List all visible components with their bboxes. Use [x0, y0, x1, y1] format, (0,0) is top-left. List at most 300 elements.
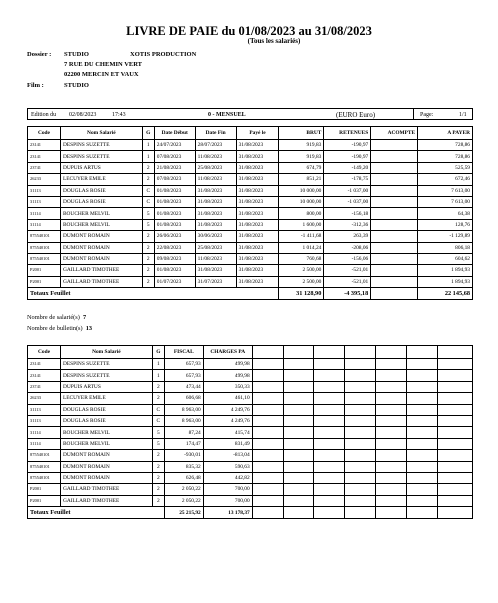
cell-empty: [314, 370, 345, 381]
currency: (EURO Euro): [336, 110, 376, 119]
cell-fiscal: 8 963,00: [164, 404, 203, 415]
cell-code: P2001: [28, 495, 61, 506]
cell-code: 31113: [28, 196, 61, 207]
cell-code: 31114: [28, 438, 61, 449]
table-row: [28, 484, 473, 495]
cell-start-date: 21/08/2023: [154, 162, 195, 173]
header-empty: [438, 346, 473, 359]
totals-label: Totaux Feuillet: [28, 288, 279, 300]
cell-empty: [283, 461, 314, 472]
cell-empty: [314, 484, 345, 495]
cell-brut: 674,79: [279, 162, 324, 173]
bulletin-count-label: Nombre de bulletin(s): [27, 325, 83, 332]
table-row: [28, 265, 473, 276]
cell-end-date: 31/08/2023: [195, 219, 236, 230]
table-row: [28, 393, 473, 404]
cell-paid-date: 31/08/2023: [236, 253, 279, 264]
cell-end-date: 31/08/2023: [195, 208, 236, 219]
table-row: [28, 438, 473, 449]
table-row: [28, 174, 473, 185]
cell-empty: [283, 393, 314, 404]
cell-employee-name: GAILLARD TIMOTHEE: [60, 484, 152, 495]
cell-empty: [438, 461, 473, 472]
cell-empty: [345, 381, 376, 392]
cell-empty: [252, 438, 283, 449]
cell-end-date: 30/06/2023: [195, 231, 236, 242]
cell-empty: [376, 472, 407, 483]
cell-empty: [407, 461, 438, 472]
cell-a-payer: 1 894,93: [418, 265, 473, 276]
cell-empty: [345, 484, 376, 495]
cell-group: C: [152, 404, 164, 415]
cell-employee-name: LECUYER EMILE: [60, 174, 142, 185]
cell-a-payer: 1 894,93: [418, 276, 473, 287]
table-row: [28, 242, 473, 253]
cell-retenues: -208,06: [324, 242, 371, 253]
table-row: [28, 185, 473, 196]
cell-paid-date: 31/08/2023: [236, 231, 279, 242]
cell-paid-date: 31/08/2023: [236, 208, 279, 219]
cell-brut: 760,68: [279, 253, 324, 264]
cell-empty: [283, 472, 314, 483]
cell-employee-name: DESPINS SUZETTE: [60, 151, 142, 162]
cell-empty: [283, 381, 314, 392]
header-empty: [283, 346, 314, 359]
cell-fiscal: 835,32: [164, 461, 203, 472]
page-label: Page:: [420, 112, 434, 118]
header-empty: [252, 346, 283, 359]
table-row: [28, 151, 473, 162]
cell-empty: [407, 404, 438, 415]
cell-empty: [345, 393, 376, 404]
cell-paid-date: 31/08/2023: [236, 174, 279, 185]
cell-employee-name: DUMONT ROMAIN: [60, 450, 152, 461]
cell-start-date: 01/07/2023: [154, 276, 195, 287]
cell-start-date: 01/08/2023: [154, 196, 195, 207]
cell-empty: [407, 472, 438, 483]
cell-employee-name: DUMONT ROMAIN: [60, 461, 152, 472]
cell-start-date: 24/07/2023: [154, 140, 195, 151]
table-row: [28, 276, 473, 287]
cell-empty: [438, 404, 473, 415]
cell-empty: [407, 438, 438, 449]
employee-count-label: Nombre de salarié(s): [27, 314, 80, 321]
cell-code: 875540101: [28, 242, 61, 253]
cell-fiscal: -930,01: [164, 450, 203, 461]
cell-empty: [283, 427, 314, 438]
header-code: Code: [28, 346, 61, 359]
bulletin-count-value: 13: [85, 325, 93, 332]
cell-empty: [438, 370, 473, 381]
cell-retenues: -521,01: [324, 276, 371, 287]
table-row: [28, 219, 473, 230]
cell-acompte: [371, 208, 418, 219]
cell-acompte: [371, 151, 418, 162]
cell-employee-name: DOUGLAS ROSIE: [60, 185, 142, 196]
cell-group: 1: [152, 370, 164, 381]
cell-group: C: [142, 185, 154, 196]
cell-employee-name: BOUCHER MELVIL: [60, 208, 142, 219]
table-row: [28, 370, 473, 381]
cell-retenues: -156,06: [324, 253, 371, 264]
cell-paid-date: 31/08/2023: [236, 140, 279, 151]
cell-empty: [438, 450, 473, 461]
cell-start-date: 01/08/2023: [154, 265, 195, 276]
film-label: Film :: [27, 82, 44, 89]
cell-empty: [314, 495, 345, 506]
cell-charges-pa: 442,82: [203, 472, 252, 483]
cell-empty: [407, 427, 438, 438]
total-retenues: -4 395,18: [324, 288, 371, 300]
cell-brut: -1 411,68: [279, 231, 324, 242]
cell-code: 875540101: [28, 461, 61, 472]
cell-empty: [283, 450, 314, 461]
table-row: [28, 415, 473, 426]
cell-empty: [438, 438, 473, 449]
cell-group: 1: [142, 140, 154, 151]
cell-group: 2: [142, 174, 154, 185]
cell-brut: 800,00: [279, 208, 324, 219]
cell-employee-name: GAILLARD TIMOTHEE: [60, 265, 142, 276]
cell-empty: [407, 415, 438, 426]
cell-acompte: [371, 253, 418, 264]
cell-code: 23741: [28, 162, 61, 173]
cell-group: 2: [142, 162, 154, 173]
cell-retenues: -312,36: [324, 219, 371, 230]
cell-code: 31113: [28, 185, 61, 196]
cell-empty: [345, 415, 376, 426]
cell-empty: [314, 381, 345, 392]
header-a-payer: A PAYER: [418, 127, 473, 140]
cell-empty: [252, 450, 283, 461]
cell-end-date: 31/08/2023: [195, 196, 236, 207]
cell-charges-pa: 831,49: [203, 438, 252, 449]
header-code: Code: [28, 127, 61, 140]
cell-code: 31114: [28, 427, 61, 438]
cell-employee-name: DUPUIS ARTUS: [60, 162, 142, 173]
cell-end-date: 11/08/2023: [195, 174, 236, 185]
cell-empty: [376, 450, 407, 461]
cell-employee-name: BOUCHER MELVIL: [60, 438, 152, 449]
cell-empty: [438, 393, 473, 404]
cell-group: 5: [152, 427, 164, 438]
table-row: [28, 450, 473, 461]
table-row: [28, 162, 473, 173]
cell-empty: [314, 450, 345, 461]
cell-empty: [314, 461, 345, 472]
cell-employee-name: DOUGLAS ROSIE: [60, 415, 152, 426]
cell-empty: [376, 370, 407, 381]
dossier-label: Dossier :: [27, 51, 52, 58]
cell-empty: [345, 472, 376, 483]
cell-empty: [376, 359, 407, 370]
cell-charges-pa: 590,63: [203, 461, 252, 472]
cell-code: P2001: [28, 276, 61, 287]
total-fiscal: 25 215,92: [164, 507, 203, 519]
cell-group: 2: [152, 393, 164, 404]
header-acompte: ACOMPTE: [371, 127, 418, 140]
cell-start-date: 01/08/2023: [154, 185, 195, 196]
cell-group: 5: [142, 219, 154, 230]
header-fiscal: FISCAL: [164, 346, 203, 359]
table-row: [28, 140, 473, 151]
charges-table: [27, 345, 473, 519]
cell-a-payer: 7 613,00: [418, 196, 473, 207]
totals-label: Totaux Feuillet: [28, 507, 165, 519]
cell-fiscal: 606,68: [164, 393, 203, 404]
cell-start-date: 09/08/2023: [154, 253, 195, 264]
cell-code: 26233: [28, 393, 61, 404]
cell-group: 2: [152, 381, 164, 392]
cell-a-payer: 525,59: [418, 162, 473, 173]
total-charges: 13 178,37: [203, 507, 252, 519]
cell-charges-pa: -813,04: [203, 450, 252, 461]
cell-employee-name: DESPINS SUZETTE: [60, 359, 152, 370]
cell-employee-name: DUPUIS ARTUS: [60, 381, 152, 392]
cell-paid-date: 31/08/2023: [236, 276, 279, 287]
cell-group: 1: [142, 151, 154, 162]
cell-empty: [407, 393, 438, 404]
cell-a-payer: 128,76: [418, 219, 473, 230]
cell-empty: [283, 495, 314, 506]
cell-acompte: [371, 231, 418, 242]
cell-code: 875540101: [28, 231, 61, 242]
cell-brut: 851,21: [279, 174, 324, 185]
header-empty: [376, 346, 407, 359]
cell-start-date: 26/06/2023: [154, 231, 195, 242]
cell-paid-date: 31/08/2023: [236, 219, 279, 230]
cell-empty: [345, 370, 376, 381]
cell-code: 31113: [28, 404, 61, 415]
cell-start-date: 01/08/2023: [154, 219, 195, 230]
cell-employee-name: BOUCHER MELVIL: [60, 219, 142, 230]
table-row: [28, 196, 473, 207]
employee-count-value: 7: [82, 314, 87, 321]
cell-code: 31114: [28, 208, 61, 219]
cell-empty: [252, 495, 283, 506]
cell-empty: [252, 404, 283, 415]
payroll-table: [27, 126, 473, 300]
cell-employee-name: DOUGLAS ROSIE: [60, 196, 142, 207]
cell-employee-name: BOUCHER MELVIL: [60, 427, 152, 438]
cell-employee-name: LECUYER EMILE: [60, 393, 152, 404]
cell-group: 2: [152, 450, 164, 461]
cell-fiscal: 8 963,00: [164, 415, 203, 426]
cell-code: 23141: [28, 151, 61, 162]
cell-empty: [376, 461, 407, 472]
cell-acompte: [371, 185, 418, 196]
cell-empty: [376, 427, 407, 438]
cell-empty: [438, 484, 473, 495]
cell-empty: [314, 427, 345, 438]
table-row: [28, 253, 473, 264]
cell-empty: [314, 359, 345, 370]
cell-empty: [345, 359, 376, 370]
cell-empty: [345, 495, 376, 506]
cell-retenues: -190,97: [324, 151, 371, 162]
cell-fiscal: 2 050,22: [164, 495, 203, 506]
cell-start-date: 07/08/2023: [154, 151, 195, 162]
cell-empty: [438, 415, 473, 426]
cell-acompte: [371, 219, 418, 230]
cell-fiscal: 174,47: [164, 438, 203, 449]
cell-empty: [376, 393, 407, 404]
table-row: [28, 472, 473, 483]
cell-empty: [376, 415, 407, 426]
page-title: LIVRE DE PAIE du 01/08/2023 au 31/08/2023: [126, 24, 372, 38]
cell-empty: [314, 438, 345, 449]
cell-empty: [407, 370, 438, 381]
cell-brut: 10 000,00: [279, 185, 324, 196]
cell-empty: [314, 393, 345, 404]
table-row: [28, 359, 473, 370]
page-number: 1/1: [459, 112, 467, 118]
cell-a-payer: -1 129,89: [418, 231, 473, 242]
cell-empty: [438, 359, 473, 370]
header-end-date: Date Fin: [195, 127, 236, 140]
dossier-name: XOTIS PRODUCTION: [130, 51, 197, 58]
cell-empty: [314, 472, 345, 483]
cell-charges-pa: 4 249,76: [203, 404, 252, 415]
cell-a-payer: 672,46: [418, 174, 473, 185]
employee-count: [27, 313, 86, 322]
cell-end-date: 11/08/2023: [195, 151, 236, 162]
cell-group: 5: [142, 208, 154, 219]
cell-code: 875540101: [28, 450, 61, 461]
payroll-totals-row: [28, 288, 473, 300]
cell-empty: [438, 495, 473, 506]
payroll-type: 0 - MENSUEL: [208, 112, 246, 118]
table-row: [28, 208, 473, 219]
table-row: [28, 461, 473, 472]
header-paid-date: Payé le: [236, 127, 279, 140]
cell-empty: [345, 450, 376, 461]
header-empty: [314, 346, 345, 359]
cell-code: 23741: [28, 381, 61, 392]
charges-totals-row: [28, 507, 473, 519]
cell-acompte: [371, 162, 418, 173]
cell-end-date: 31/08/2023: [195, 265, 236, 276]
cell-empty: [252, 427, 283, 438]
cell-employee-name: DUMONT ROMAIN: [60, 472, 152, 483]
cell-group: 2: [142, 231, 154, 242]
cell-retenues: -521,01: [324, 265, 371, 276]
header-start-date: Date Début: [154, 127, 195, 140]
cell-a-payer: 728,86: [418, 140, 473, 151]
cell-paid-date: 31/08/2023: [236, 242, 279, 253]
cell-brut: 10 000,00: [279, 196, 324, 207]
cell-brut: 919,83: [279, 151, 324, 162]
cell-end-date: 31/08/2023: [195, 185, 236, 196]
cell-acompte: [371, 242, 418, 253]
header-empty: [345, 346, 376, 359]
cell-empty: [252, 370, 283, 381]
cell-acompte: [371, 140, 418, 151]
cell-paid-date: 31/08/2023: [236, 151, 279, 162]
cell-empty: [283, 370, 314, 381]
cell-a-payer: 806,18: [418, 242, 473, 253]
cell-end-date: 31/07/2023: [195, 276, 236, 287]
cell-empty: [376, 438, 407, 449]
header-charges-pa: CHARGES PA: [203, 346, 252, 359]
total-brut: 31 128,90: [279, 288, 324, 300]
cell-fiscal: 473,44: [164, 381, 203, 392]
cell-empty: [407, 450, 438, 461]
cell-empty: [345, 427, 376, 438]
header-group: G: [142, 127, 154, 140]
cell-code: 875540101: [28, 253, 61, 264]
cell-fiscal: 657,93: [164, 359, 203, 370]
cell-acompte: [371, 174, 418, 185]
cell-code: 875540101: [28, 472, 61, 483]
edition-time: 17:43: [112, 112, 126, 118]
cell-empty: [283, 415, 314, 426]
cell-brut: 1 014,24: [279, 242, 324, 253]
cell-empty: [252, 415, 283, 426]
cell-empty: [438, 427, 473, 438]
cell-acompte: [371, 276, 418, 287]
edition-label: Edition du: [31, 112, 57, 118]
cell-retenues: -190,97: [324, 140, 371, 151]
header-employee-name: Nom Salarié: [60, 346, 152, 359]
cell-group: C: [152, 415, 164, 426]
cell-empty: [407, 495, 438, 506]
bulletin-count: [27, 324, 92, 333]
cell-start-date: 22/08/2023: [154, 242, 195, 253]
table-row: [28, 381, 473, 392]
film-value: STUDIO: [64, 82, 89, 89]
cell-group: 5: [152, 438, 164, 449]
cell-empty: [283, 359, 314, 370]
cell-empty: [283, 484, 314, 495]
cell-brut: 2 500,00: [279, 276, 324, 287]
cell-empty: [376, 495, 407, 506]
cell-fiscal: 626,48: [164, 472, 203, 483]
cell-employee-name: DUMONT ROMAIN: [60, 231, 142, 242]
cell-paid-date: 31/08/2023: [236, 265, 279, 276]
cell-fiscal: 657,93: [164, 370, 203, 381]
cell-empty: [252, 472, 283, 483]
cell-charges-pa: 700,00: [203, 484, 252, 495]
cell-a-payer: 604,62: [418, 253, 473, 264]
cell-end-date: 25/08/2023: [195, 162, 236, 173]
header-empty: [407, 346, 438, 359]
cell-code: 23141: [28, 140, 61, 151]
cell-fiscal: 87,24: [164, 427, 203, 438]
cell-empty: [376, 404, 407, 415]
table-row: [28, 427, 473, 438]
cell-code: 31113: [28, 415, 61, 426]
cell-charges-pa: 350,33: [203, 381, 252, 392]
cell-code: 23141: [28, 370, 61, 381]
cell-group: 2: [152, 472, 164, 483]
cell-empty: [407, 359, 438, 370]
cell-charges-pa: 415,74: [203, 427, 252, 438]
cell-start-date: 07/08/2023: [154, 174, 195, 185]
cell-code: 23141: [28, 359, 61, 370]
header-retenues: RETENUES: [324, 127, 371, 140]
cell-brut: 1 600,00: [279, 219, 324, 230]
cell-group: 2: [142, 242, 154, 253]
cell-empty: [438, 381, 473, 392]
cell-paid-date: 31/08/2023: [236, 185, 279, 196]
cell-end-date: 25/08/2023: [195, 242, 236, 253]
cell-retenues: -149,20: [324, 162, 371, 173]
cell-group: 2: [152, 495, 164, 506]
cell-employee-name: DUMONT ROMAIN: [60, 253, 142, 264]
cell-empty: [252, 461, 283, 472]
cell-empty: [438, 472, 473, 483]
